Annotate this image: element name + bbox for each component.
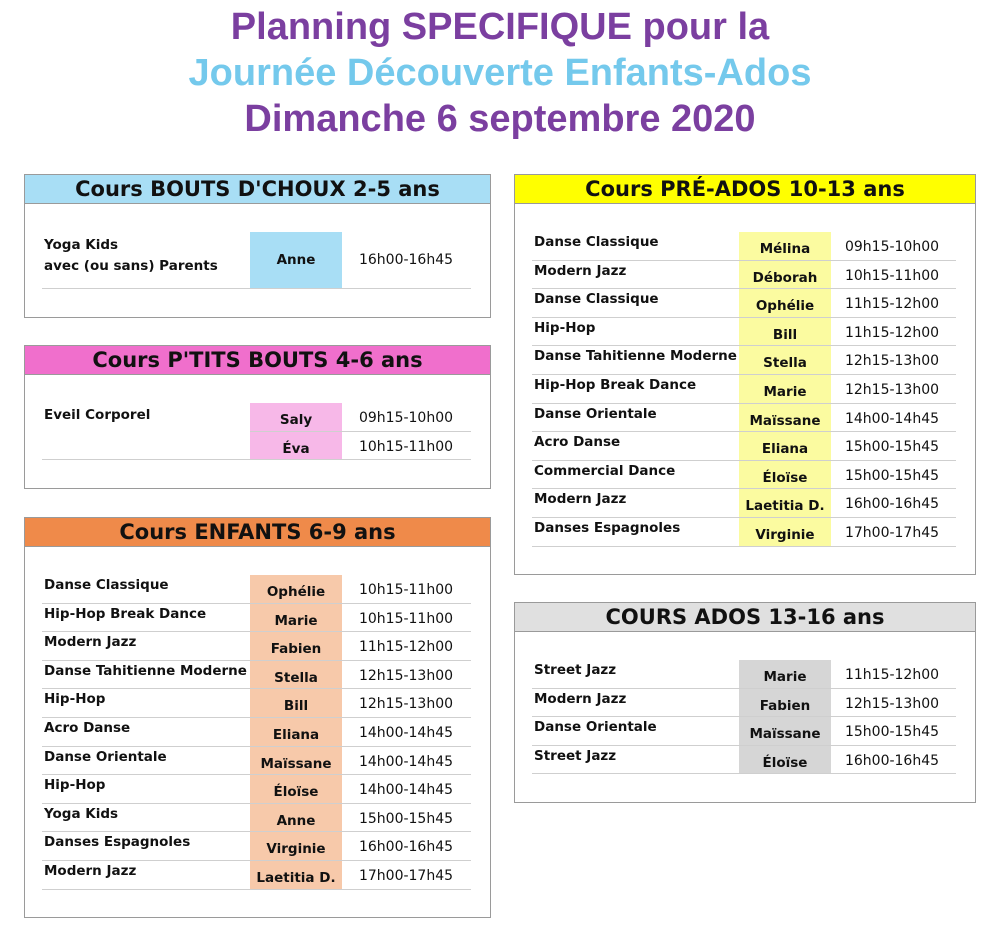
title-line-3: Dimanche 6 septembre 2020 xyxy=(244,98,756,140)
course-name: Modern Jazz xyxy=(534,262,627,279)
teacher-cell: Saly xyxy=(250,403,342,431)
teacher-cell: Marie xyxy=(739,375,831,403)
panel-pre-ados xyxy=(514,174,976,575)
panel-title: Cours ENFANTS 6-9 ans xyxy=(25,518,490,547)
teacher-cell: Eliana xyxy=(739,432,831,460)
schedule-row xyxy=(532,432,956,461)
course-name: Danse Classique xyxy=(534,234,659,250)
teacher-cell: Bill xyxy=(739,318,831,346)
teacher-cell: Eliana xyxy=(250,718,342,746)
schedule-row xyxy=(42,718,471,747)
schedule-row xyxy=(42,775,471,804)
schedule-row xyxy=(42,604,471,633)
course-name: Danses Espagnoles xyxy=(534,519,681,536)
course-name: Commercial Dance xyxy=(534,462,676,479)
time-cell: 12h15-13h00 xyxy=(844,353,940,370)
schedule-row xyxy=(532,689,956,718)
course-name: Hip-Hop xyxy=(534,319,596,336)
time-cell: 14h00-14h45 xyxy=(844,410,940,427)
panel-title: Cours BOUTS D'CHOUX 2-5 ans xyxy=(25,175,490,204)
course-name: Street Jazz xyxy=(534,747,617,764)
teacher-cell: Éva xyxy=(250,432,342,460)
time-cell: 10h15-11h00 xyxy=(358,438,454,455)
time-cell: 10h15-11h00 xyxy=(358,610,454,627)
time-cell: 15h00-15h45 xyxy=(844,439,940,456)
teacher-cell: Bill xyxy=(250,689,342,717)
time-cell: 12h15-13h00 xyxy=(358,696,454,713)
teacher-cell: Virginie xyxy=(250,832,342,860)
teacher-cell: Ophélie xyxy=(250,575,342,603)
schedule-row xyxy=(42,661,471,690)
teacher-cell: Anne xyxy=(250,804,342,832)
schedule-row xyxy=(42,689,471,718)
time-cell: 17h00-17h45 xyxy=(358,867,454,884)
time-cell: 11h15-12h00 xyxy=(358,639,454,656)
time-cell: 12h15-13h00 xyxy=(844,381,940,398)
course-name: Modern Jazz xyxy=(44,862,137,879)
teacher-cell: Laetitia D. xyxy=(250,861,342,889)
teacher-cell: Maïssane xyxy=(250,747,342,775)
schedule-row xyxy=(532,518,956,547)
time-cell: 16h00-16h45 xyxy=(358,252,454,268)
teacher-cell: Fabien xyxy=(739,689,831,717)
time-cell: 14h00-14h45 xyxy=(358,782,454,799)
schedule-row xyxy=(42,861,471,890)
panel-title: Cours PRÉ-ADOS 10-13 ans xyxy=(515,175,975,204)
time-cell: 12h15-13h00 xyxy=(844,695,940,712)
schedule-row xyxy=(42,747,471,776)
schedule-row xyxy=(532,318,956,347)
schedule-row xyxy=(532,489,956,518)
teacher-cell: Laetitia D. xyxy=(739,489,831,517)
course-name: Hip-Hop Break Dance xyxy=(534,376,697,393)
schedule-row xyxy=(42,232,471,289)
time-cell: 12h15-13h00 xyxy=(358,667,454,684)
course-name: Danses Espagnoles xyxy=(44,834,191,851)
course-name: Danse Tahitienne Moderne xyxy=(44,662,247,679)
course-name: Danse Orientale xyxy=(44,748,167,765)
schedule-row xyxy=(532,289,956,318)
course-name: Hip-Hop xyxy=(44,691,106,708)
panel-bouts-choux xyxy=(24,174,491,318)
teacher-cell: Marie xyxy=(739,660,831,688)
course-name: Yoga Kids xyxy=(44,805,119,822)
schedule-row xyxy=(42,632,471,661)
course-name: Modern Jazz xyxy=(44,634,137,651)
course-name: Danse Tahitienne Moderne xyxy=(534,348,737,365)
teacher-cell: Stella xyxy=(739,346,831,374)
teacher-cell: Stella xyxy=(250,661,342,689)
schedule-row xyxy=(532,660,956,689)
course-name: Danse Classique xyxy=(534,291,659,308)
time-cell: 11h15-12h00 xyxy=(844,296,940,313)
time-cell: 15h00-15h45 xyxy=(844,724,940,741)
schedule-row xyxy=(532,375,956,404)
course-line-2: avec (ou sans) Parents xyxy=(44,258,218,274)
time-cell: 15h00-15h45 xyxy=(358,810,454,827)
course-name: Modern Jazz xyxy=(534,491,627,508)
time-cell: 16h00-16h45 xyxy=(844,752,940,769)
schedule-row xyxy=(532,232,956,261)
schedule-row xyxy=(532,461,956,490)
time-cell: 14h00-14h45 xyxy=(358,753,454,770)
schedule-row xyxy=(42,575,471,604)
course-name: Hip-Hop Break Dance xyxy=(44,605,207,622)
course-name: Hip-Hop xyxy=(44,777,106,794)
teacher-cell: Éloïse xyxy=(739,746,831,774)
course-name: Eveil Corporel xyxy=(44,407,151,423)
course-name xyxy=(44,235,218,277)
time-cell: 10h15-11h00 xyxy=(358,582,454,598)
page-title xyxy=(0,4,1000,142)
course-name: Danse Classique xyxy=(44,577,169,593)
panel-ptits-bouts xyxy=(24,345,491,489)
course-name: Acro Danse xyxy=(534,434,621,451)
teacher-cell: Éloïse xyxy=(250,775,342,803)
panel-title: COURS ADOS 13-16 ans xyxy=(515,603,975,632)
teacher-cell: Éloïse xyxy=(739,461,831,489)
teacher-cell: Fabien xyxy=(250,632,342,660)
teacher-cell: Ophélie xyxy=(739,289,831,317)
time-cell: 16h00-16h45 xyxy=(844,496,940,513)
schedule-row xyxy=(532,346,956,375)
teacher-cell: Maïssane xyxy=(739,404,831,432)
course-name: Street Jazz xyxy=(534,662,617,678)
schedule-row xyxy=(532,404,956,433)
course-name: Modern Jazz xyxy=(534,690,627,707)
teacher-cell: Maïssane xyxy=(739,717,831,745)
time-cell: 09h15-10h00 xyxy=(358,410,454,426)
panel-enfants xyxy=(24,517,491,918)
time-cell: 11h15-12h00 xyxy=(844,667,940,683)
time-cell: 17h00-17h45 xyxy=(844,524,940,541)
course-name: Acro Danse xyxy=(44,719,131,736)
schedule-row xyxy=(532,717,956,746)
teacher-cell: Anne xyxy=(250,232,342,288)
schedule-row xyxy=(42,804,471,833)
time-cell: 16h00-16h45 xyxy=(358,839,454,856)
time-cell: 11h15-12h00 xyxy=(844,324,940,341)
time-cell: 14h00-14h45 xyxy=(358,724,454,741)
title-line-2: Journée Découverte Enfants-Ados xyxy=(188,52,812,94)
panel-ados xyxy=(514,602,976,803)
teacher-cell: Déborah xyxy=(739,261,831,289)
time-cell: 09h15-10h00 xyxy=(844,239,940,255)
time-cell: 15h00-15h45 xyxy=(844,467,940,484)
title-line-1: Planning SPECIFIQUE pour la xyxy=(230,6,770,48)
course-name: Danse Orientale xyxy=(534,719,657,736)
schedule-row xyxy=(532,261,956,290)
time-cell: 10h15-11h00 xyxy=(844,267,940,284)
teacher-cell: Virginie xyxy=(739,518,831,546)
schedule-row xyxy=(42,832,471,861)
schedule-row xyxy=(42,432,471,461)
schedule-row xyxy=(250,403,471,432)
panel-title: Cours P'TITS BOUTS 4-6 ans xyxy=(25,346,490,375)
course-line-1: Yoga Kids xyxy=(44,237,119,253)
teacher-cell: Mélina xyxy=(739,232,831,260)
course-name: Danse Orientale xyxy=(534,405,657,422)
teacher-cell: Marie xyxy=(250,604,342,632)
schedule-row xyxy=(532,746,956,775)
